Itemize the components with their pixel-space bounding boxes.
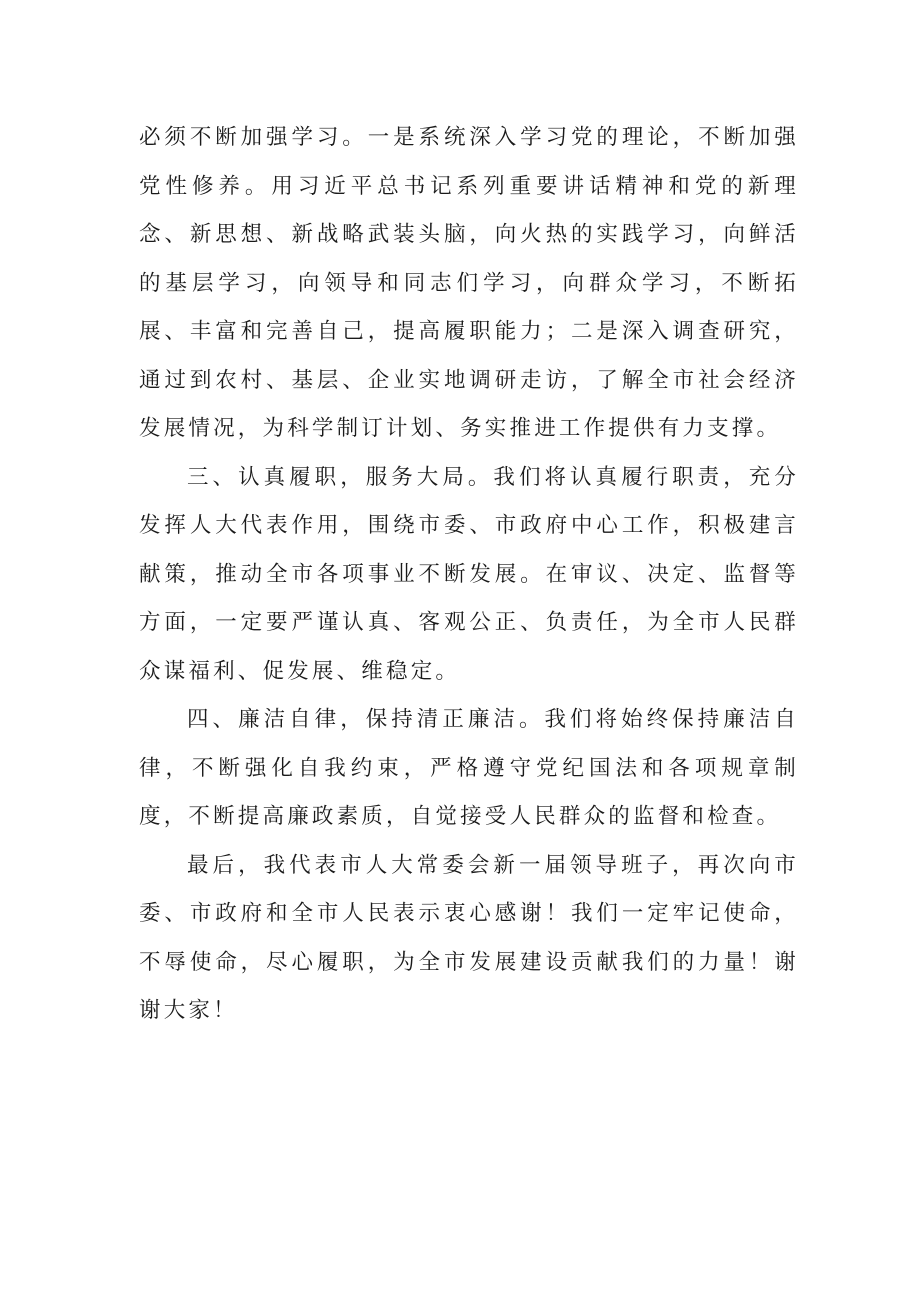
paragraph-closing: 最后，我代表市人大常委会新一届领导班子，再次向市委、市政府和全市人民表示衷心感谢！我们一定牢记使命，不辱使命，尽心履职，为全市发展建设贡献我们的力量！谢谢大家！	[139, 852, 799, 1023]
paragraph-study: 必须不断加强学习。一是系统深入学习党的理论，不断加强党性修养。用习近平总书记系列重要讲话精神和党的新理念、新思想、新战略武装头脑，向火热的实践学习，向鲜活的基层学习，向领导和同志们学习，向群众学习，不断拓展、丰富和完善自己，提高履职能力；二是深入调查研究，通过到农村、基层、企业实地调研走访，了解全市社会经济发展情况，为科学制订计划、务实推进工作提供有力支撑。	[139, 125, 799, 441]
document-body	[139, 114, 799, 1036]
paragraph-integrity: 四、廉洁自律，保持清正廉洁。我们将始终保持廉洁自律，不断强化自我约束，严格遵守党纪国法和各项规章制度，不断提高廉政素质，自觉接受人民群众的监督和检查。	[139, 707, 799, 829]
paragraph-duty: 三、认真履职，服务大局。我们将认真履行职责，充分发挥人大代表作用，围绕市委、市政府中心工作，积极建言献策，推动全市各项事业不断发展。在审议、决定、监督等方面，一定要严谨认真、客观公正、负责任，为全市人民群众谋福利、促发展、维稳定。	[139, 464, 799, 684]
